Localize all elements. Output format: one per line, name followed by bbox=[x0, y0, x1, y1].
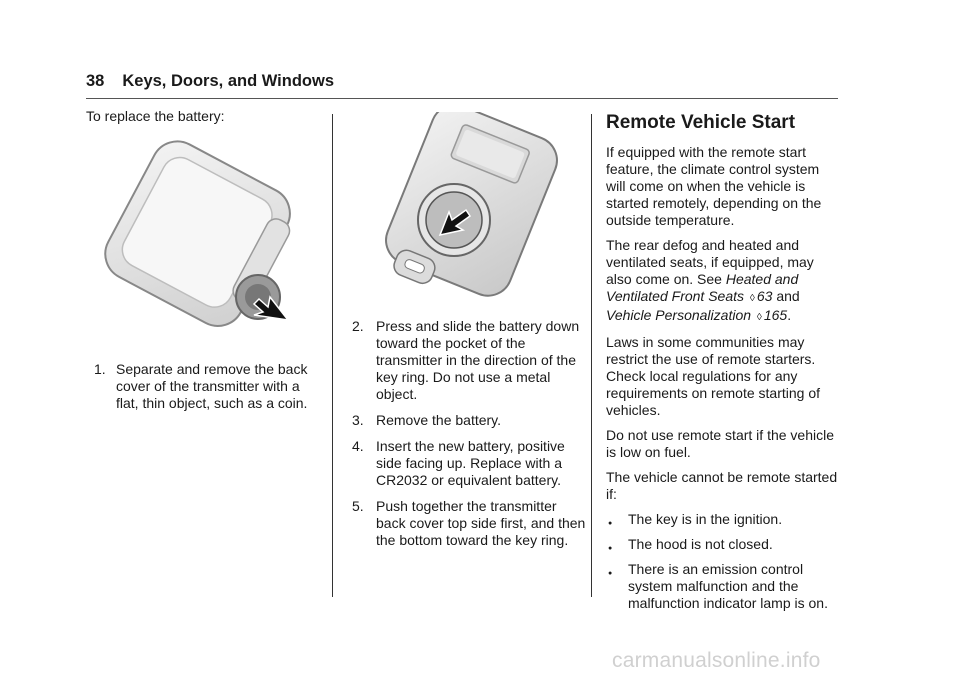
seats-link[interactable]: Heated and Ventilated Front Seats bbox=[606, 271, 799, 304]
intro-text: To replace the battery: bbox=[86, 108, 225, 124]
seats-page-ref[interactable]: 63 bbox=[756, 288, 773, 304]
bullet-icon: ● bbox=[608, 570, 613, 577]
paragraph-1: If equipped with the remote start feature, the climate control system will come on when the vehicle is started remotely, depending on the outside temperature. bbox=[606, 144, 822, 228]
step-5: 5. Push together the transmitter back cover top side first, and then the bottom toward the key ring. bbox=[352, 498, 586, 548]
list-item: ● The key is in the ignition. bbox=[606, 511, 838, 528]
personalization-page-ref[interactable]: 165 bbox=[763, 307, 788, 323]
page-header bbox=[86, 72, 334, 91]
paragraph-5: The vehicle cannot be remote started if: bbox=[606, 469, 838, 502]
column-divider-2 bbox=[591, 114, 592, 597]
watermark: carmanualsonline.info bbox=[612, 649, 821, 672]
page-ref-icon: ◊ bbox=[756, 312, 762, 323]
transmitter-cover-illustration bbox=[86, 137, 322, 349]
page-ref-icon: ◊ bbox=[749, 293, 755, 304]
step-1: 1. Separate and remove the back cover of the transmitter with a flat, thin object, such as a coin. bbox=[94, 361, 308, 411]
header-rule bbox=[86, 98, 838, 99]
list-item: ● There is an emission control system malfunction and the malfunction indicator lamp is on. bbox=[608, 561, 828, 611]
paragraph-4: Do not use remote start if the vehicle is low on fuel. bbox=[606, 427, 834, 460]
section-title: Keys, Doors, and Windows bbox=[122, 72, 334, 90]
page-number: 38 bbox=[86, 72, 105, 90]
bullet-icon: ● bbox=[608, 520, 613, 527]
step-3: 3. Remove the battery. bbox=[352, 412, 502, 428]
paragraph-2: The rear defog and heated and ventilated seats, if equipped, may also come on. See Heated and Ventilated Front Seats ◊ 63 and Vehicle Personalization ◊ 165. bbox=[606, 237, 814, 323]
transmitter-battery-illustration bbox=[352, 112, 588, 302]
list-item: ● The hood is not closed. bbox=[606, 536, 838, 553]
section-heading: Remote Vehicle Start bbox=[606, 112, 796, 133]
column-3 bbox=[606, 108, 838, 620]
bullet-icon: ● bbox=[608, 545, 613, 552]
step-2: 2. Press and slide the battery down toward the pocket of the transmitter in the direction of the key ring. Do not use a metal object. bbox=[352, 318, 580, 402]
column-1 bbox=[86, 108, 322, 421]
step-4: 4. Insert the new battery, positive side facing up. Replace with a CR2032 or equivalent battery. bbox=[352, 438, 565, 488]
paragraph-3: Laws in some communities may restrict the use of remote starters. Check local regulations for any requirements on remote starting of vehicles. bbox=[606, 334, 820, 418]
column-2 bbox=[352, 108, 588, 558]
column-divider-1 bbox=[332, 114, 333, 597]
personalization-link[interactable]: Vehicle Personalization bbox=[606, 307, 752, 323]
